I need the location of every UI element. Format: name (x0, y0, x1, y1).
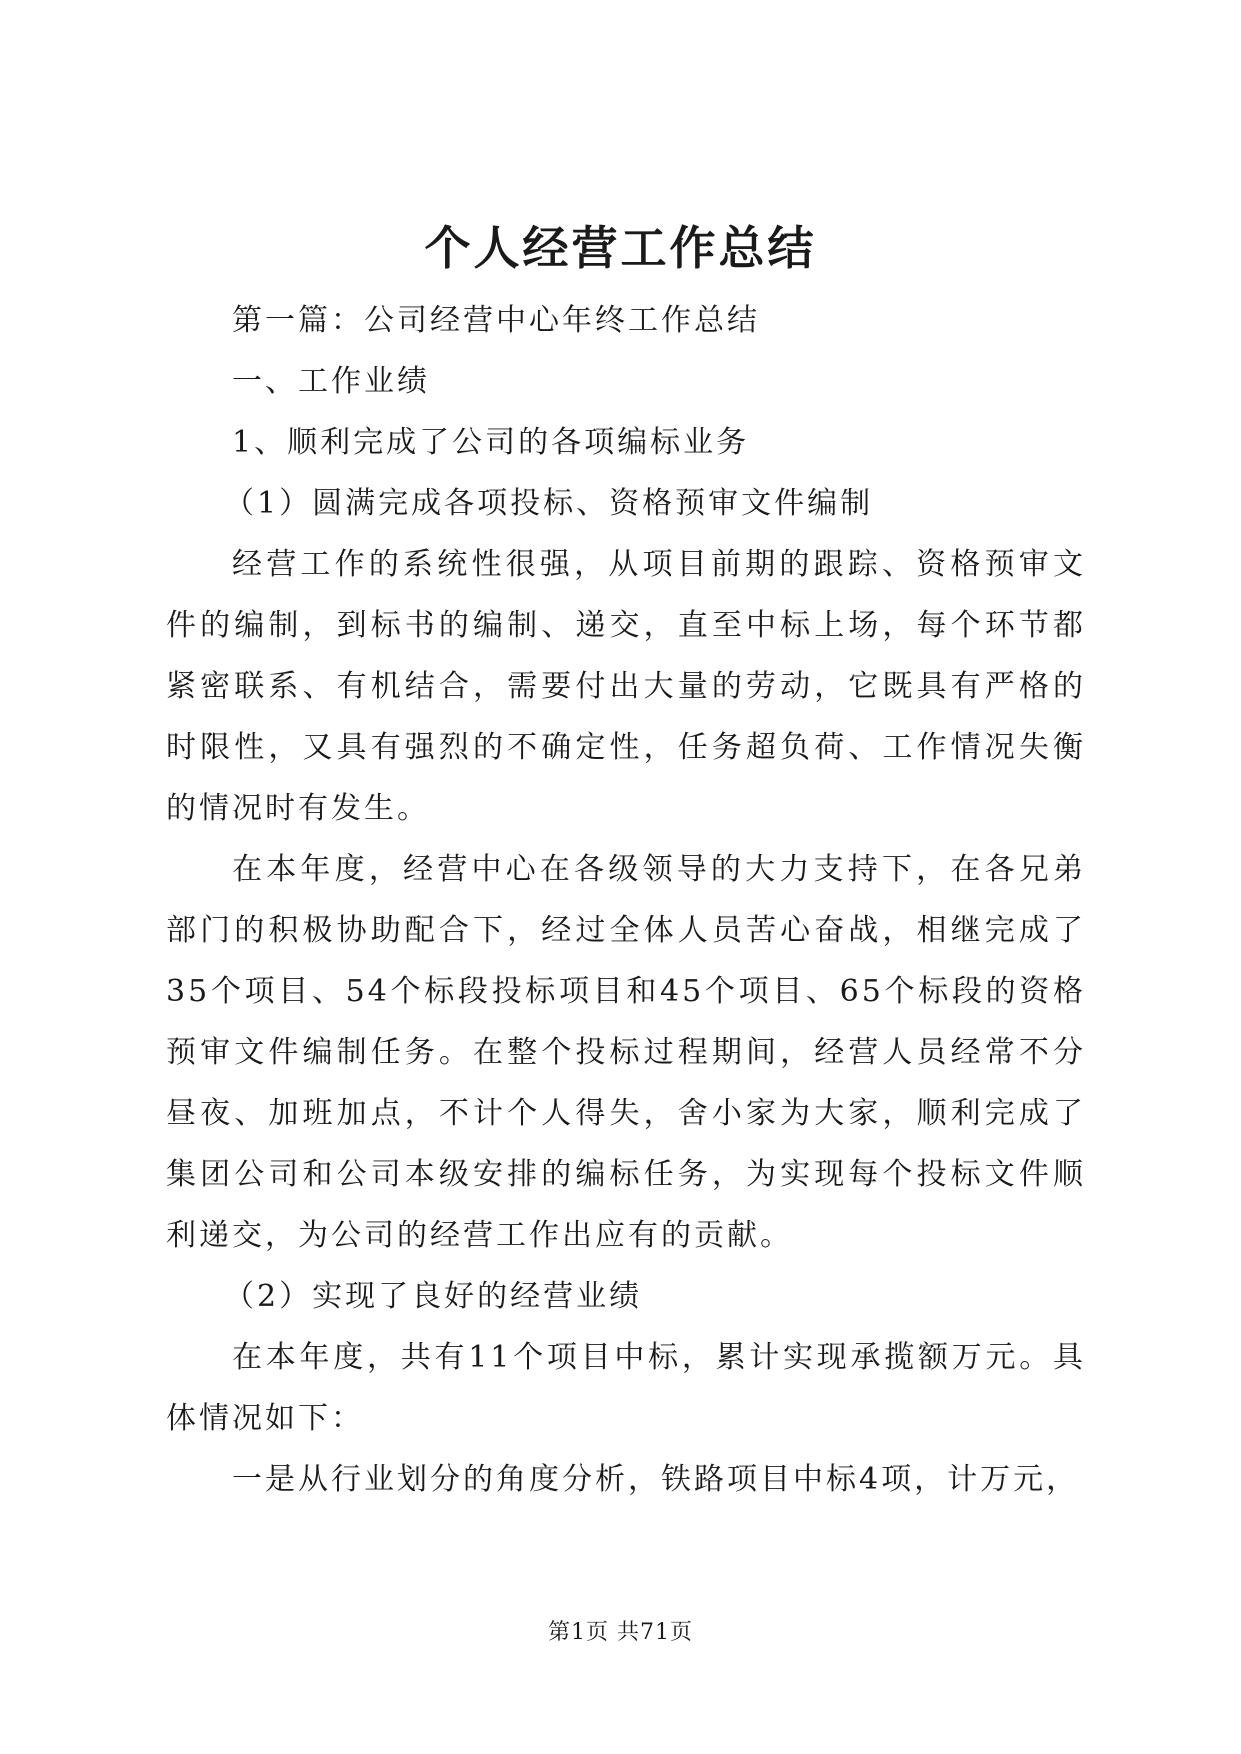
paragraph-systematic-work: 经营工作的系统性很强，从项目前期的跟踪、资格预审文件的编制，到标书的编制、递交，直至中标上场，每个环节都紧密联系、有机结合，需要付出大量的劳动，它既具有严格的时限性，又具有强烈的不确定性，任务超负荷、工作情况失衡的情况时有发生。 (166, 547, 1086, 826)
document-title: 个人经营工作总结 (424, 221, 817, 275)
page-footer: 第1页 共71页 (548, 1620, 693, 1645)
subsection-heading-business-results: （2）实现了良好的经营业绩 (224, 1279, 643, 1314)
document-body (166, 290, 1086, 1510)
section-heading-work-performance: 一、工作业绩 (232, 364, 430, 399)
paragraph-industry-analysis: 一是从行业划分的角度分析，铁路项目中标4项，计万元， (232, 1462, 1080, 1497)
subsection-heading-bidding: 1、顺利完成了公司的各项编标业务 (232, 425, 750, 460)
section-heading-part-one: 第一篇：公司经营中心年终工作总结 (232, 303, 760, 338)
paragraph-winning-bids: 在本年度，共有11个项目中标，累计实现承揽额万元。具体情况如下： (166, 1340, 1086, 1436)
paragraph-annual-achievements: 在本年度，经营中心在各级领导的大力支持下，在各兄弟部门的积极协助配合下，经过全体人员苦心奋战，相继完成了35个项目、54个标段投标项目和45个项目、65个标段的资格预审文件编制任务。在整个投标过程期间，经营人员经常不分昼夜、加班加点，不计个人得失，舍小家为大家，顺利完成了集团公司和公司本级安排的编标任务，为实现每个投标文件顺利递交，为公司的经营工作出应有的贡献。 (166, 852, 1086, 1253)
subsection-heading-tender-docs: （1）圆满完成各项投标、资格预审文件编制 (224, 486, 874, 521)
